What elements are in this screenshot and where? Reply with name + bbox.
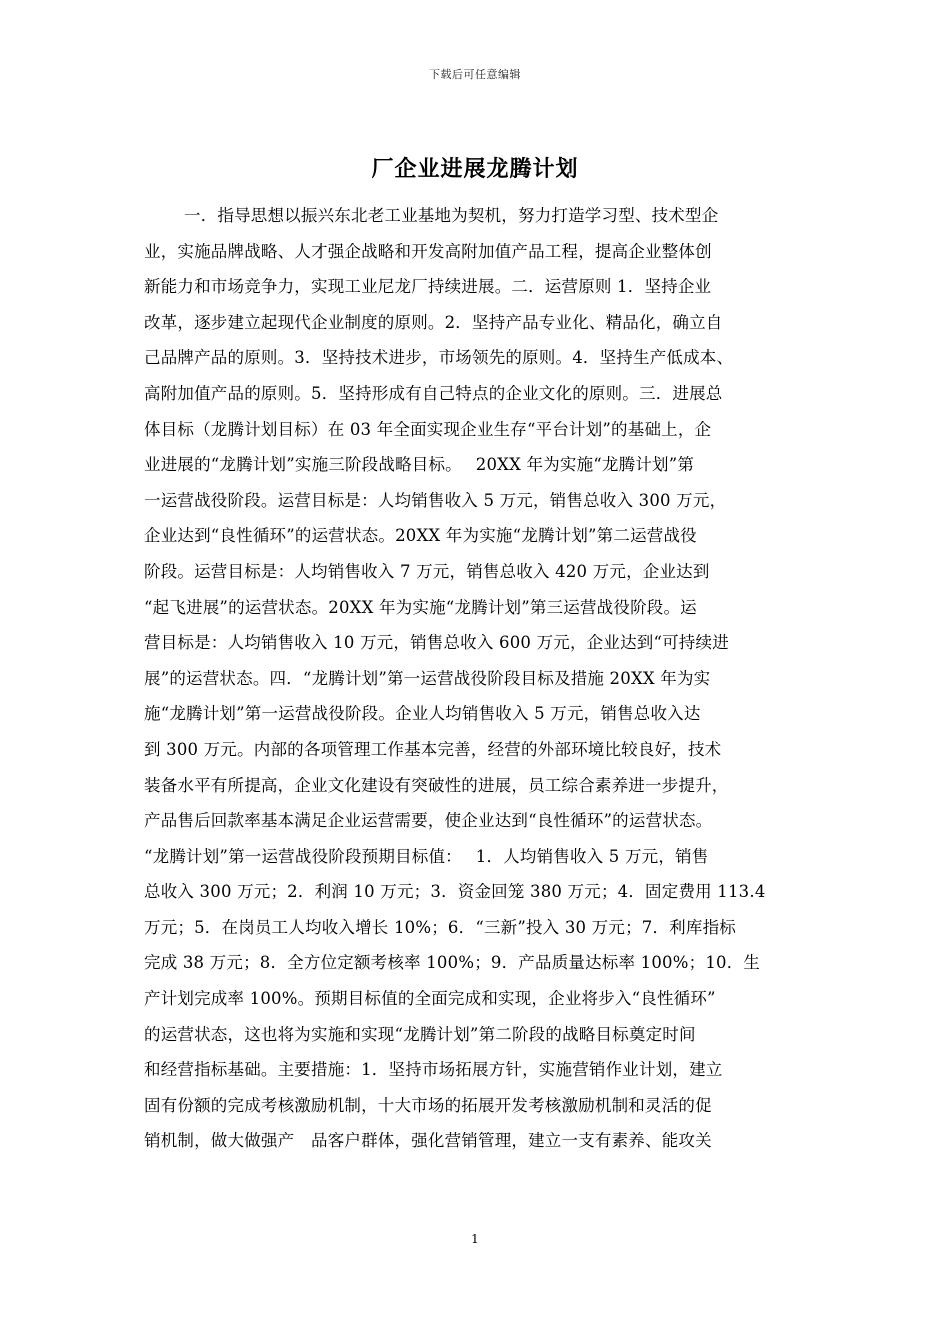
body-line: 展”的运营状态。四．“龙腾计划”第一运营战役阶段目标及措施 20XX 年为实 — [144, 668, 711, 688]
body-line: 到 300 万元。内部的各项管理工作基本完善，经营的外部环境比较良好，技术 — [144, 739, 722, 759]
body-line: 施“龙腾计划”第一运营战役阶段。企业人均销售收入 5 万元，销售总收入达 — [144, 704, 701, 724]
body-line: 和经营指标基础。主要措施：1．坚持市场拓展方针，实施营销作业计划，建立 — [144, 1060, 723, 1080]
body-line: 销机制，做大做强产 品客户群体，强化营销管理，建立一支有素养、能攻关 — [144, 1131, 712, 1151]
body-line: 改革，逐步建立起现代企业制度的原则。2．坚持产品专业化、精品化，确立自 — [144, 312, 723, 332]
body-line: “龙腾计划”第一运营战役阶段预期目标值： 1．人均销售收入 5 万元，销售 — [144, 846, 709, 866]
body-line: “起飞进展”的运营状态。20XX 年为实施“龙腾计划”第三运营战役阶段。运 — [144, 597, 697, 617]
body-line: 一．指导思想以振兴东北老工业基地为契机，努力打造学习型、技术型企 — [184, 206, 719, 225]
body-line: 企业达到“良性循环”的运营状态。20XX 年为实施“龙腾计划”第二运营战役 — [144, 526, 697, 546]
body-line: 的运营状态，这也将为实施和实现“龙腾计划”第二阶段的战略目标奠定时间 — [144, 1024, 696, 1044]
body-line: 阶段。运营目标是：人均销售收入 7 万元，销售总收入 420 万元，企业达到 — [144, 561, 710, 581]
body-line: 体目标（龙腾计划目标）在 03 年全面实现企业生存“平台计划”的基础上，企 — [144, 419, 712, 439]
body-line: 完成 38 万元；8．全方位定额考核率 100%；9．产品质量达标率 100%；10．生 — [144, 953, 761, 973]
page-number: 1 — [471, 1232, 479, 1246]
body-line: 装备水平有所提高，企业文化建设有突破性的进展，员工综合素养进一步提升， — [144, 775, 729, 795]
header-note: 下载后可任意编辑 — [429, 68, 521, 81]
body-line: 产品售后回款率基本满足企业运营需要，使企业达到“良性循环”的运营状态。 — [144, 811, 713, 831]
body-line: 万元；5．在岗员工人均收入增长 10%；6．“三新”投入 30 万元；7．利库指标 — [144, 917, 736, 937]
body-line: 业，实施品牌战略、人才强企战略和开发高附加值产品工程，提高企业整体创 — [144, 241, 712, 261]
body-text — [144, 198, 820, 1159]
body-line: 一运营战役阶段。运营目标是：人均销售收入 5 万元，销售总收入 300 万元， — [144, 490, 727, 510]
body-line: 高附加值产品的原则。5．坚持形成有自己特点的企业文化的原则。三．进展总 — [144, 383, 723, 403]
body-line: 己品牌产品的原则。3．坚持技术进步，市场领先的原则。4．坚持生产低成本、 — [144, 348, 734, 368]
body-line: 业进展的“龙腾计划”实施三阶段战略目标。 20XX 年为实施“龙腾计划”第 — [144, 455, 695, 475]
body-line: 营目标是：人均销售收入 10 万元，销售总收入 600 万元，企业达到“可持续进 — [144, 633, 729, 653]
body-line: 产计划完成率 100%。预期目标值的全面完成和实现，企业将步入“良性循环” — [144, 989, 716, 1009]
document-title: 厂企业进展龙腾计划 — [371, 157, 579, 182]
body-line: 总收入 300 万元；2．利润 10 万元；3．资金回笼 380 万元；4．固定费用 113.4 — [144, 882, 766, 902]
body-line: 固有份额的完成考核激励机制，十大市场的拓展开发考核激励机制和灵活的促 — [144, 1095, 712, 1115]
body-line: 新能力和市场竞争力，实现工业尼龙厂持续进展。二．运营原则 1．坚持企业 — [144, 277, 712, 297]
